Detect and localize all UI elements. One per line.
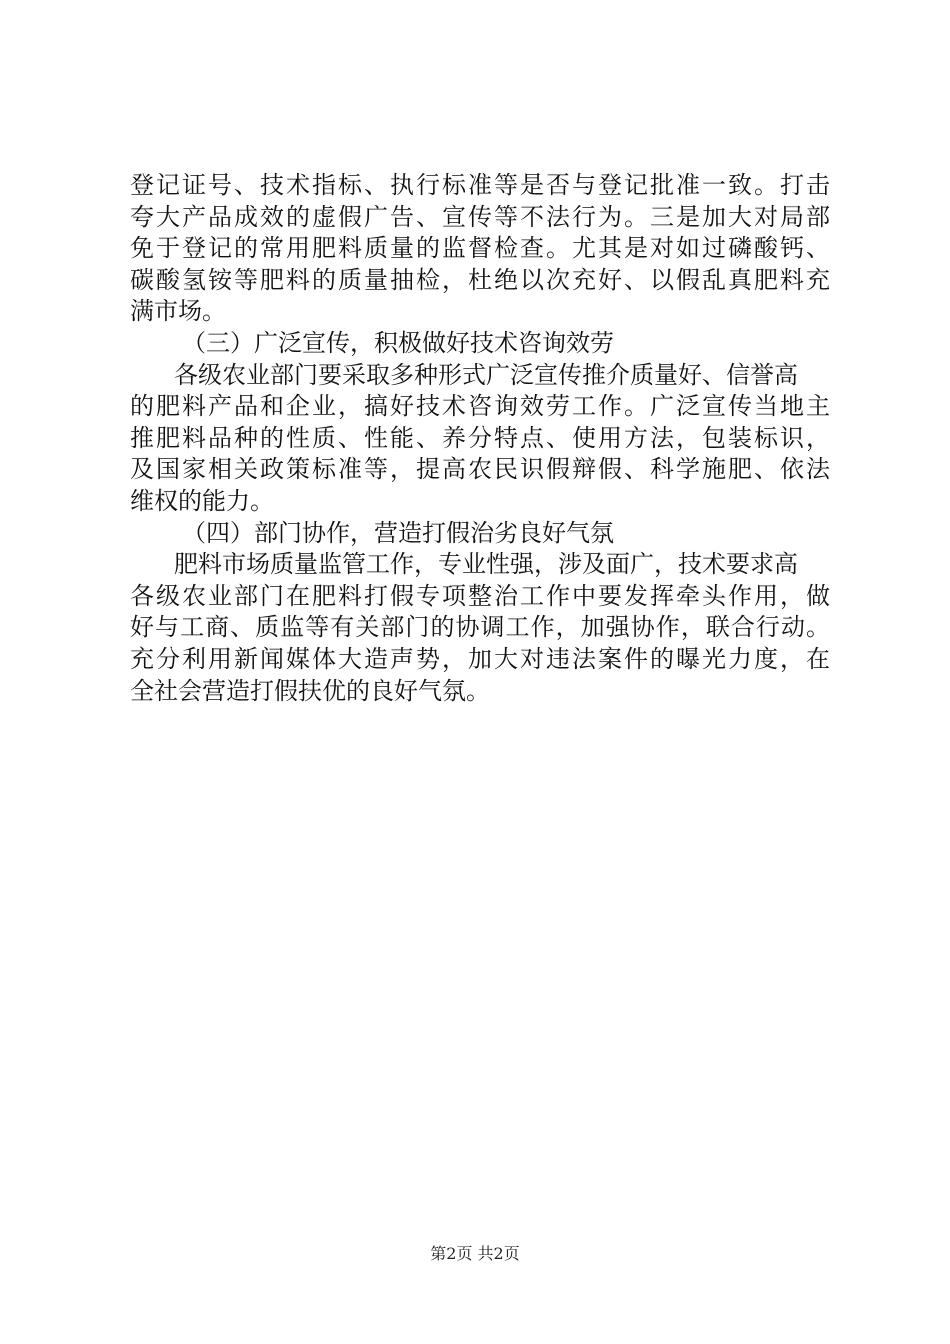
section-heading: （三）广泛宣传，积极做好技术咨询效劳 <box>182 328 614 357</box>
text-line: 碳酸氢铵等肥料的质量抽检，杜绝以次充好、以假乱真肥料充 <box>130 265 830 294</box>
section-heading: （四）部门协作，营造打假治劣良好气氛 <box>182 518 614 547</box>
text-line: 各级农业部门在肥料打假专项整治工作中要发挥牵头作用，做 <box>130 581 830 610</box>
text-line: 及国家相关政策标准等，提高农民识假辩假、科学施肥、依法 <box>130 455 830 484</box>
text-line: 免于登记的常用肥料质量的监督检查。尤其是对如过磷酸钙、 <box>130 234 830 263</box>
text-line: 充分利用新闻媒体大造声势，加大对违法案件的曝光力度，在 <box>130 644 830 673</box>
text-line: 好与工商、质监等有关部门的协调工作，加强协作，联合行动。 <box>130 613 830 642</box>
text-line: 的肥料产品和企业，搞好技术咨询效劳工作。广泛宣传当地主 <box>130 392 830 421</box>
text-line: 肥料市场质量监管工作，专业性强，涉及面广，技术要求高 <box>174 550 798 579</box>
text-line: 维权的能力。 <box>130 486 274 515</box>
text-line: 全社会营造打假扶优的良好气氛。 <box>130 676 490 705</box>
text-line: 夸大产品成效的虚假广告、宣传等不法行为。三是加大对局部 <box>130 202 830 231</box>
document-body <box>130 170 830 707</box>
text-line: 各级农业部门要采取多种形式广泛宣传推介质量好、信誉高 <box>174 360 798 389</box>
text-line: 推肥料品种的性质、性能、养分特点、使用方法，包装标识， <box>130 423 830 452</box>
page-number-footer: 第2页 共2页 <box>430 1244 520 1263</box>
text-line: 登记证号、技术指标、执行标准等是否与登记批准一致。打击 <box>130 171 830 199</box>
text-line: 满市场。 <box>130 297 226 326</box>
